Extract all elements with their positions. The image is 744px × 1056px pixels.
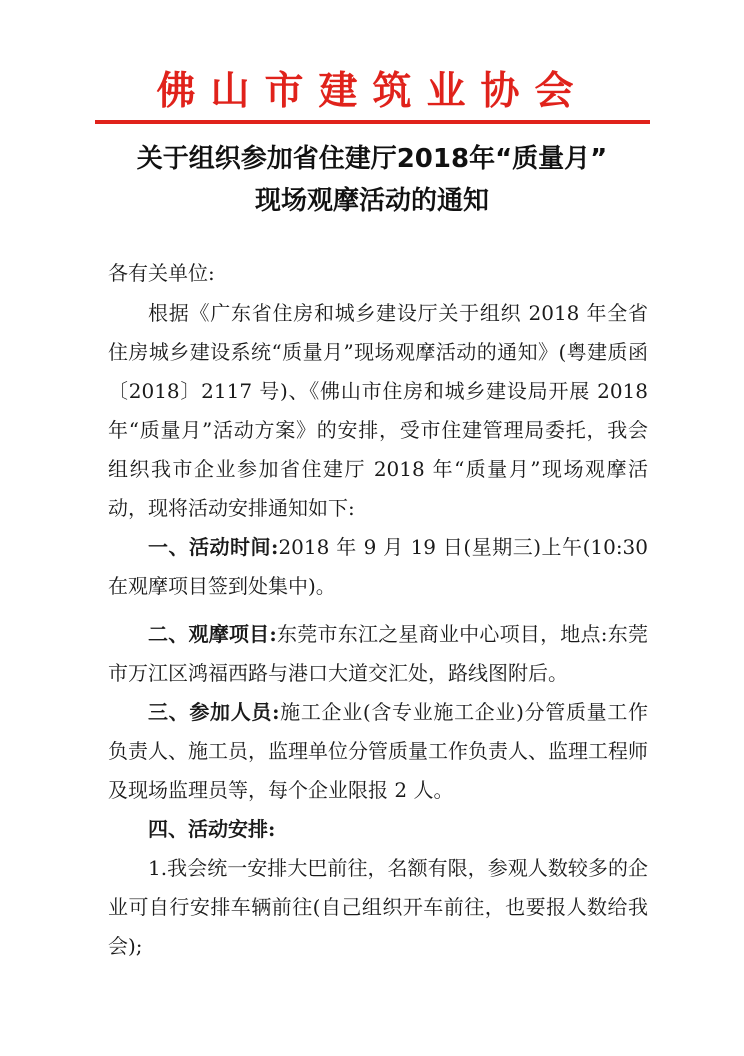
section-text: 东莞市东江之星商业中心项目，地点:东莞市万江区鸿福西路与港口大道交汇处，路线图附后。 (108, 622, 648, 685)
notice-body (108, 294, 648, 966)
notice-title-line-2: 现场观摩活动的通知 (254, 186, 489, 216)
section-time (108, 528, 648, 606)
intro-paragraph: 根据《广东省住房和城乡建设厅关于组织 2018 年全省住房城乡建设系统“质量月”现场观摩活动的通知》(粤建质函〔2018〕2117 号)、《佛山市住房和城乡建设局开展 2018年“质量月”活动方案》的安排，受市住建管理局委托，我会组织我市企业参加省住建厅 2018 年“质量月”现场观摩活动，现将活动安排通知如下: (108, 301, 648, 520)
letterhead-org-name: 佛山市建筑业协会 (156, 68, 589, 114)
letterhead-red-rule (95, 120, 650, 124)
salutation: 各有关单位: (108, 261, 215, 285)
section-heading: 二、观摩项目: (148, 622, 277, 646)
arrangement-item-1: 1.我会统一安排大巴前往，名额有限，参观人数较多的企业可自行安排车辆前往(自己组织开车前往，也要报人数给我会); (108, 856, 648, 958)
section-text: 施工企业(含专业施工企业)分管质量工作负责人、施工员，监理单位分管质量工作负责人、监理工程师及现场监理员等，每个企业限报 2 人。 (108, 700, 648, 802)
section-heading: 三、参加人员: (148, 700, 280, 724)
section-participants (108, 693, 648, 810)
section-project (108, 615, 648, 693)
section-heading: 一、活动时间: (148, 535, 279, 559)
section-text: 2018 年 9 月 19 日(星期三)上午(10:30在观摩项目签到处集中)。 (108, 535, 649, 598)
notice-title-line-1: 关于组织参加省住建厅2018年“质量月” (136, 144, 608, 174)
section-heading: 四、活动安排: (148, 817, 276, 841)
section-arrangement (108, 810, 648, 849)
